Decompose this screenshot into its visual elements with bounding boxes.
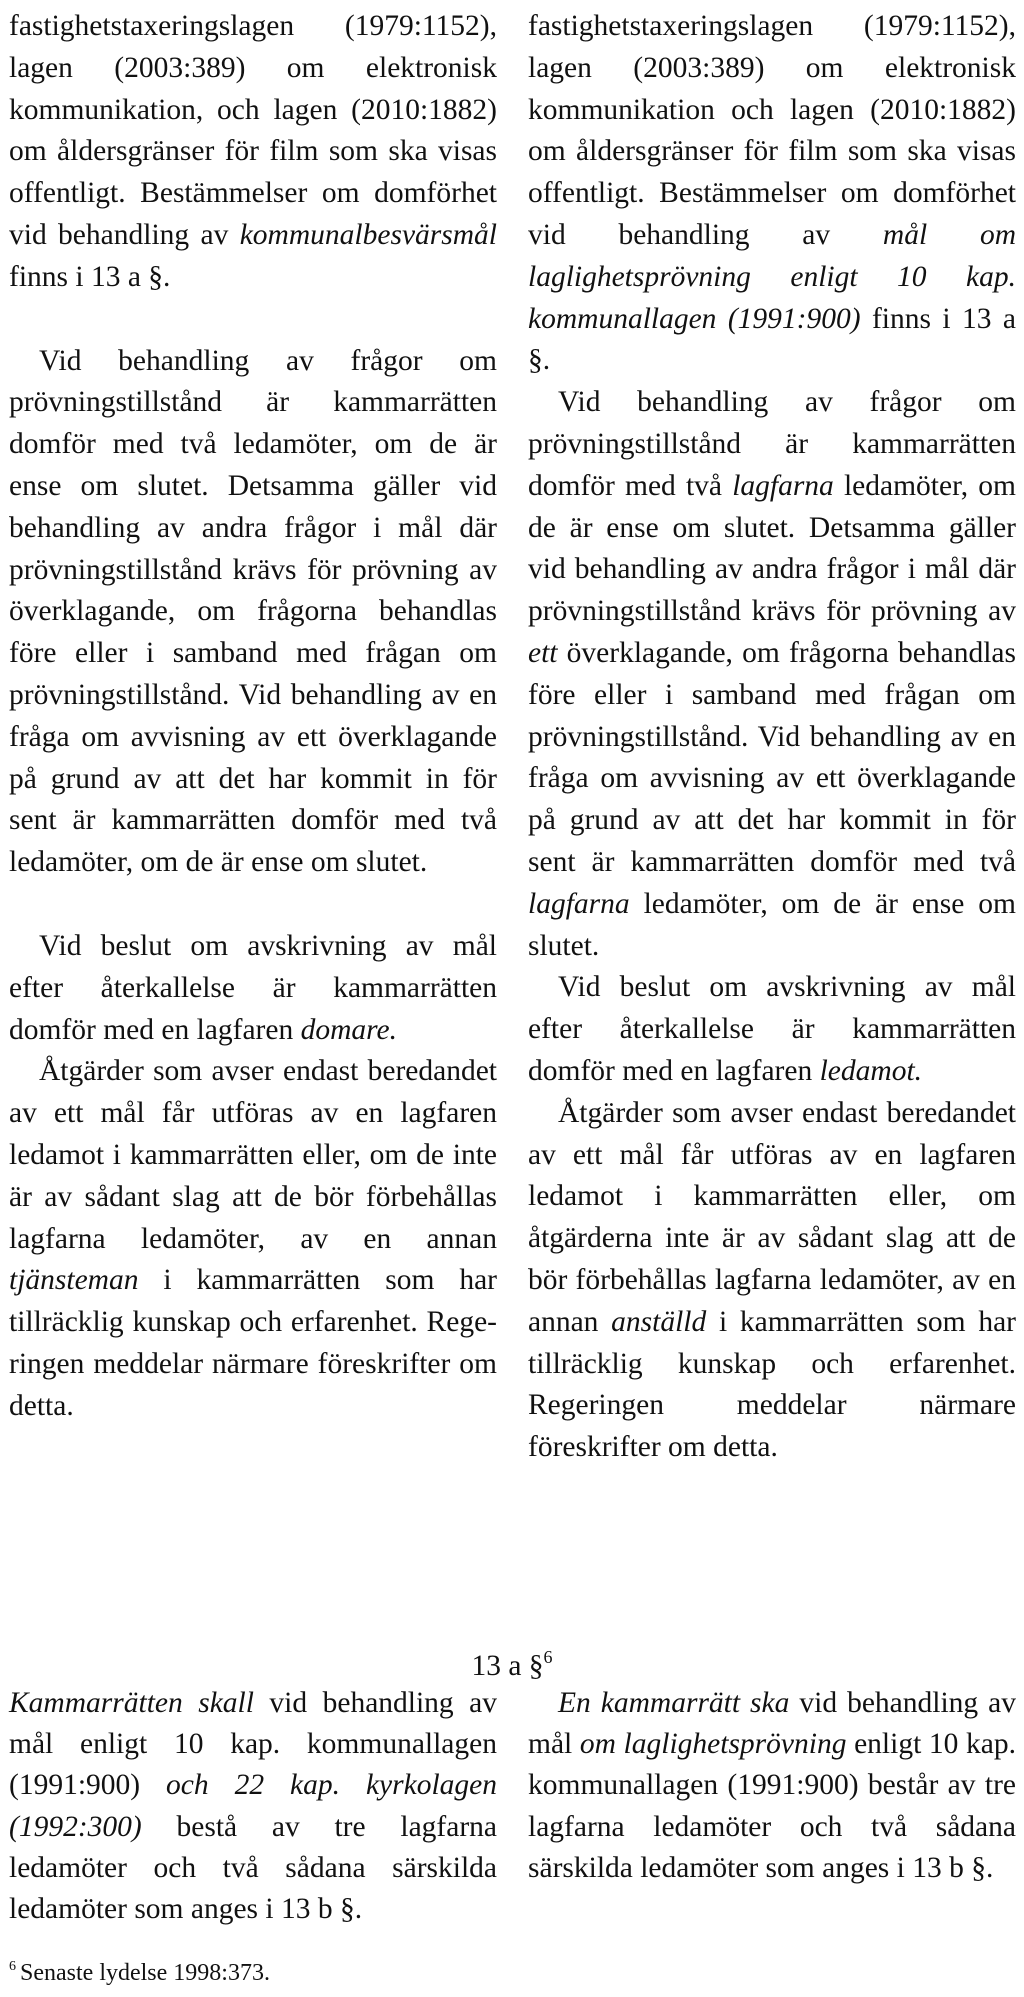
text: i kammarrätten som har tillräcklig kunskap och erfarenhet. Regeringen meddelar närmare föreskrifter om detta.: [9, 1264, 497, 1422]
text: Vid beslut om avskrivning av mål efter återkallelse är kammarrätten domför med en lagfaren: [9, 929, 497, 1046]
left-paragraph-3: [9, 926, 497, 1051]
left-paragraph-1: [9, 6, 497, 299]
emphasis: tjänsteman: [9, 1264, 139, 1297]
text: fastighetstaxeringslagen (1979:1152), lagen (2003:389) om elektronisk kommunikation och lagen (2010:1882) om åldersgränser för film som ska visas offentligt. Bestämmelser om domförhet vid behandling av: [528, 10, 1016, 251]
emphasis: anställd: [611, 1305, 707, 1338]
left-paragraph-4: [9, 1051, 497, 1427]
section-heading: [0, 1637, 1024, 1686]
section-right-column: [528, 1683, 1016, 1889]
right-paragraph-1: [528, 6, 1016, 382]
text: vid behandling av mål: [528, 1687, 1016, 1761]
emphasis: En kammarrätt ska: [558, 1687, 790, 1719]
emphasis: lagfarna: [732, 469, 834, 502]
emphasis: domare.: [300, 1013, 398, 1046]
text: Vid behandling av frågor om prövningstillstånd är kammarrätten domför med två: [528, 386, 1016, 502]
emphasis: ett: [528, 636, 558, 669]
text: finns i 13 a §.: [9, 260, 171, 293]
text: fastighetstaxeringslagen (1979:1152), lagen (2003:389) om elektronisk kommunikation, och lagen (2010:1882) om åldersgränser för film som ska visas offentligt. Bestämmelser om domförhet vid behandling av: [9, 10, 497, 251]
right-column: [528, 6, 1016, 1469]
section-right-paragraph: [528, 1683, 1016, 1889]
section-label: 13 a §: [471, 1650, 544, 1682]
emphasis: mål om laglighetsprövning enligt 10 kap. kommunallagen (1991:900): [528, 218, 1016, 335]
text: finns i 13 a §.: [528, 302, 1016, 377]
text: Vid beslut om avskrivning av mål efter återkallelse är kammarrätten domför med en lagfaren: [528, 971, 1016, 1087]
left-column: [9, 6, 497, 1428]
text: bestå av tre lagfarna ledamöter och två sådana särskilda ledamöter som anges i 13 b §.: [9, 1810, 497, 1926]
right-paragraph-4: [528, 1093, 1016, 1469]
text: Åtgärder som avser endast beredandet av ett mål får utföras av en lagfaren ledamot i kammarrätten eller, om de inte är av sådant slag att de bör förbehållas lagfarna ledamöter, av en annan: [9, 1055, 497, 1255]
left-paragraph-2: Vid behandling av frågor om prövningstillstånd är kammarrätten domför med två ledamöter, om de är ense om slutet. Detsamma gäller vid behandling av andra frågor i mål där prövningstillstånd krävs för prövning av överklagande, om frågorna behandlas före eller i samband med frågan om prövningstillstånd. Vid behandling av en fråga om avvisning av ett överklagande på grund av att det har kommit in för sent är kammarrätten domför med två ledamöter, om de är ense om slutet.: [9, 344, 497, 879]
section-left-paragraph: [9, 1683, 497, 1930]
emphasis: och 22 kap. kyrkolagen (1992:300): [9, 1769, 497, 1843]
text: ledamöter, om de är ense om slutet.: [528, 887, 1016, 962]
right-paragraph-2: [528, 382, 1016, 967]
footnote-text: Senaste lydelse 1998:373.: [20, 1960, 270, 1986]
footnote-reference: 6: [543, 1647, 553, 1667]
text: överklagande, om frågorna behandlas före eller i samband med frågan om prövningstillstånd. Vid behandling av en fråga om avvisning av ett överklagande på grund av att det har kommit in för sent är kammarrätten domför med två: [528, 636, 1016, 878]
text: vid behandling av mål enligt 10 kap. kommunallagen (1991:900): [9, 1687, 497, 1802]
footnote-number: 6: [9, 1959, 16, 1974]
emphasis: om laglighetsprövning: [579, 1728, 847, 1761]
emphasis: lagfarna: [528, 887, 630, 920]
text: i kammarrätten som har tillräcklig kunskap och erfarenhet. Regeringen meddelar närmare föreskrifter om detta.: [528, 1305, 1016, 1464]
emphasis: Kammarrätten skall: [9, 1687, 254, 1719]
text: Åtgärder som avser endast beredandet av ett mål får utföras av en lagfaren ledamot i kammarrätten eller, om åtgärderna inte är av sådant slag att de bör förbehållas lagfarna ledamöter, av en annan: [528, 1096, 1016, 1338]
footnote: [9, 1952, 270, 1988]
section-left-column: [9, 1683, 497, 1930]
text: ledamöter, om de är ense om slutet. Detsamma gäller vid behandling av andra frågor i mål där prövningstillstånd krävs för prövning av: [528, 469, 1016, 628]
emphasis: ledamot.: [819, 1054, 923, 1087]
right-paragraph-3: [528, 967, 1016, 1092]
emphasis: kommunalbesvärsmål: [239, 218, 497, 251]
text: enligt 10 kap. kommunallagen (1991:900) består av tre lagfarna ledamöter och två sådana särskilda ledamöter som anges i 13 b §.: [528, 1728, 1016, 1884]
